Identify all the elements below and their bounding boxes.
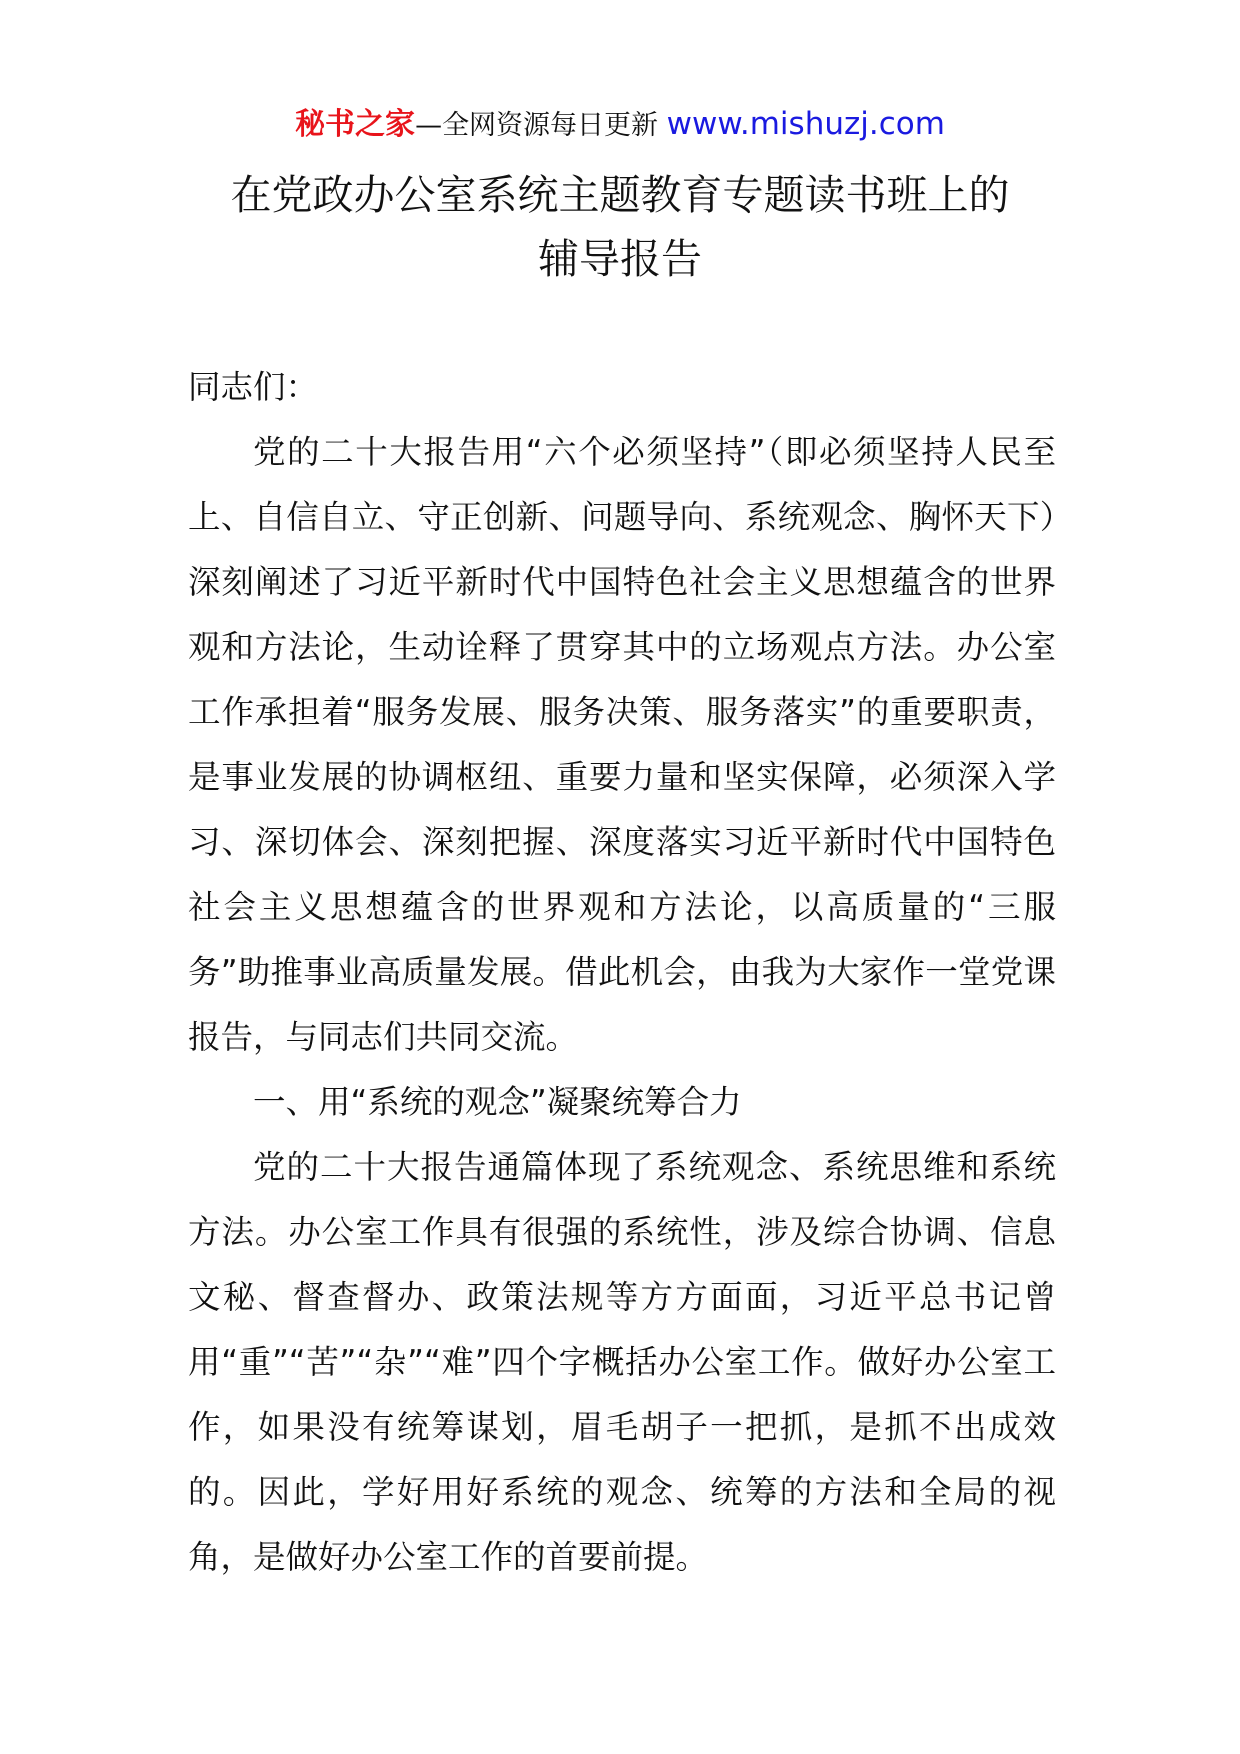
watermark-banner: [0, 100, 1240, 150]
title-line-2: 辅导报告: [538, 235, 702, 283]
salutation: 同志们：: [188, 368, 319, 406]
paragraph-section-1: 党的二十大报告通篇体现了系统观念、系统思维和系统方法。办公室工作具有很强的系统性，涉及综合协调、信息文秘、督查督办、政策法规等方方面面，习近平总书记曾用“重”“苦”“杂”“难”四个字概括办公室工作。做好办公室工作，如果没有统筹谋划，眉毛胡子一把抓，是抓不出成效的。因此，学好用好系统的观念、统筹的方法和全局的视角，是做好办公室工作的首要前提。: [188, 1148, 1056, 1576]
document-body: [188, 355, 1056, 1590]
brand-url: www.mishuzj.com: [666, 106, 945, 142]
brand-slogan: —全网资源每日更新: [415, 110, 667, 141]
section-heading-1: 一、用“系统的观念”凝聚统筹合力: [253, 1083, 742, 1121]
title-line-1: 在党政办公室系统主题教育专题读书班上的: [230, 171, 1010, 219]
document-title: [0, 163, 1240, 291]
paragraph-intro: 党的二十大报告用“六个必须坚持”（即必须坚持人民至上、自信自立、守正创新、问题导向、系统观念、胸怀天下）深刻阐述了习近平新时代中国特色社会主义思想蕴含的世界观和方法论，生动诠释了贯穿其中的立场观点方法。办公室工作承担着“服务发展、服务决策、服务落实”的重要职责，是事业发展的协调枢纽、重要力量和坚实保障，必须深入学习、深切体会、深刻把握、深度落实习近平新时代中国特色社会主义思想蕴含的世界观和方法论，以高质量的“三服务”助推事业高质量发展。借此机会，由我为大家作一堂党课报告，与同志们共同交流。: [188, 433, 1056, 1056]
brand-name: 秘书之家: [295, 107, 416, 142]
